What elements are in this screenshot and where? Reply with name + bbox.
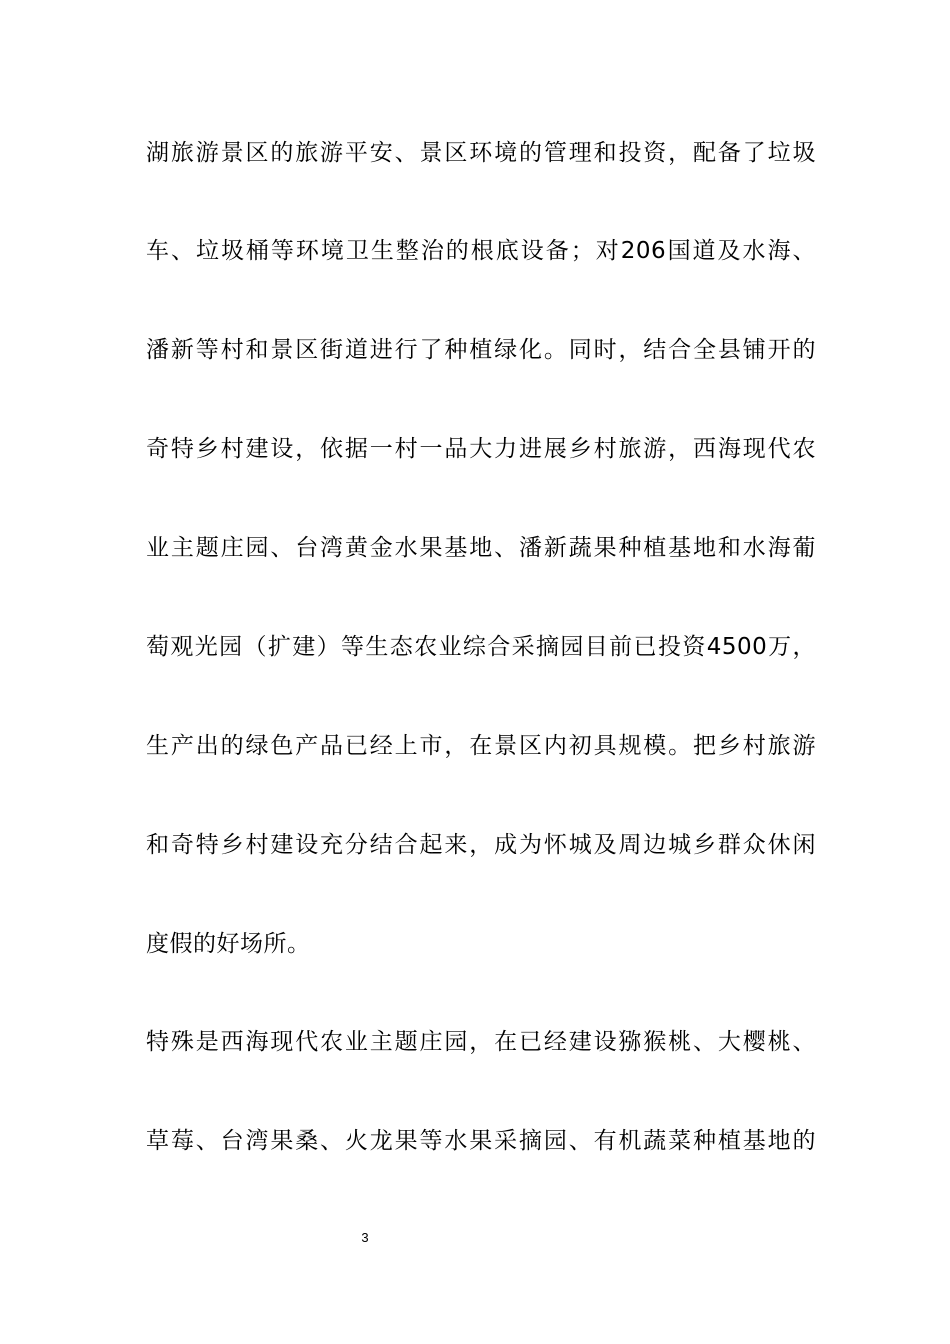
page-number: 3	[361, 1230, 369, 1245]
body-text-line: 生产出的绿色产品已经上市，在景区内初具规模。把乡村旅游	[146, 733, 816, 759]
body-text-line: 草莓、台湾果桑、火龙果等水果采摘园、有机蔬菜种植基地的	[146, 1128, 816, 1154]
body-text-line: 车、垃圾桶等环境卫生整治的根底设备；对206国道及水海、	[146, 238, 816, 264]
body-text-line: 特殊是西海现代农业主题庄园，在已经建设猕猴桃、大樱桃、	[146, 1029, 816, 1055]
body-text-line: 湖旅游景区的旅游平安、景区环境的管理和投资，配备了垃圾	[146, 140, 816, 166]
body-text-line: 和奇特乡村建设充分结合起来，成为怀城及周边城乡群众休闲	[146, 832, 816, 858]
body-text-line: 奇特乡村建设，依据一村一品大力进展乡村旅游，西海现代农	[146, 436, 816, 462]
body-text-line: 萄观光园（扩建）等生态农业综合采摘园目前已投资4500万，	[146, 634, 816, 660]
body-text-line: 度假的好场所。	[146, 931, 311, 957]
body-text-line: 潘新等村和景区街道进行了种植绿化。同时，结合全县铺开的	[146, 337, 816, 363]
body-text-line: 业主题庄园、台湾黄金水果基地、潘新蔬果种植基地和水海葡	[146, 535, 816, 561]
